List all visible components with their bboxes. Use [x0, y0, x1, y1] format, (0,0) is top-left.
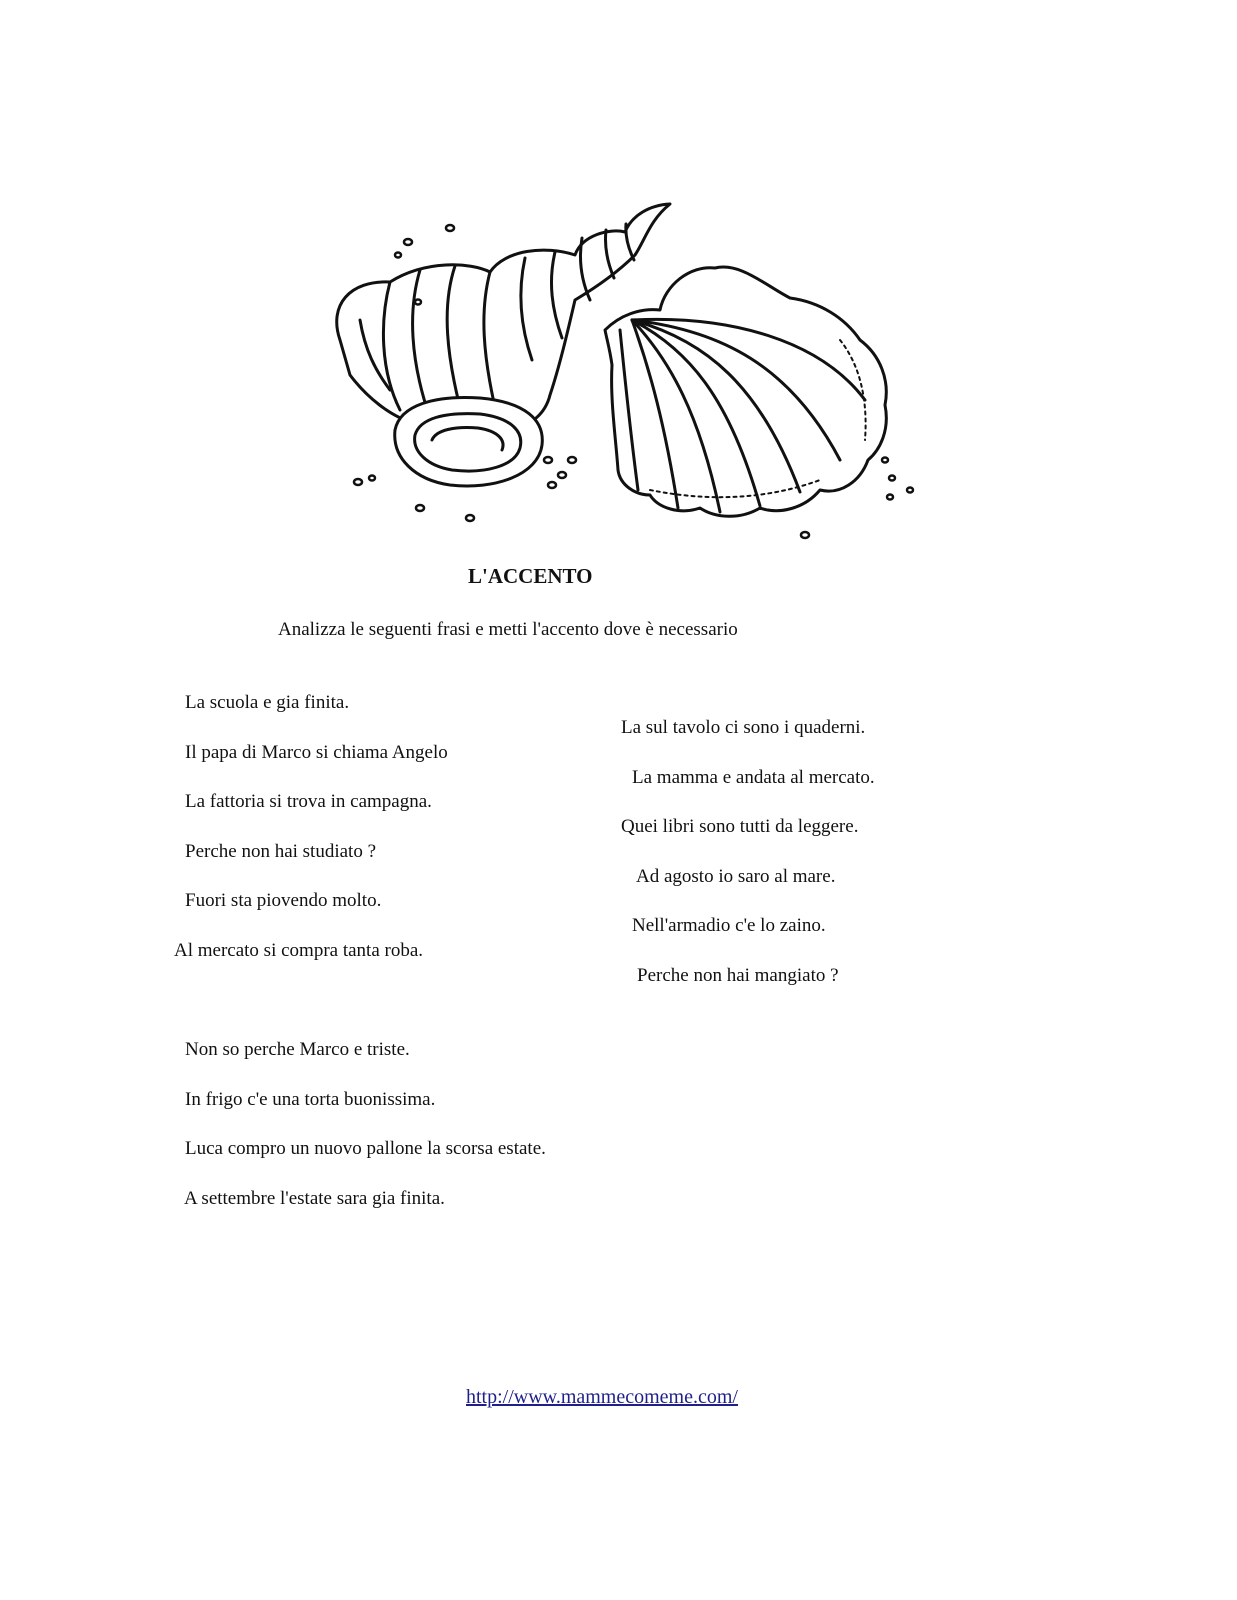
scallop-shell-icon: [605, 267, 886, 516]
sentence-right-1: La sul tavolo ci sono i quaderni.: [621, 717, 866, 738]
sentence-right-5: Nell'armadio c'e lo zaino.: [632, 915, 826, 936]
instruction-text: Analizza le seguenti frasi e metti l'accento dove è necessario: [278, 619, 738, 640]
sentence-bottom-1: Non so perche Marco e triste.: [185, 1039, 410, 1060]
sentence-left-2: Il papa di Marco si chiama Angelo: [185, 742, 448, 763]
sentence-left-5: Fuori sta piovendo molto.: [185, 890, 382, 911]
sentence-bottom-4: A settembre l'estate sara gia finita.: [184, 1188, 445, 1209]
sentence-right-6: Perche non hai mangiato ?: [637, 965, 839, 986]
sentence-right-4: Ad agosto io saro al mare.: [636, 866, 836, 887]
sentence-left-4: Perche non hai studiato ?: [185, 841, 377, 862]
page-title: L'ACCENTO: [468, 564, 593, 588]
sentence-right-2: La mamma e andata al mercato.: [632, 767, 875, 788]
sentence-bottom-2: In frigo c'e una torta buonissima.: [185, 1089, 436, 1110]
sentence-bottom-3: Luca compro un nuovo pallone la scorsa estate.: [185, 1138, 546, 1159]
footer-link[interactable]: http://www.mammecomeme.com/: [466, 1386, 738, 1408]
sentence-left-1: La scuola e gia finita.: [185, 692, 350, 713]
sentence-right-3: Quei libri sono tutti da leggere.: [621, 816, 859, 837]
seashells-illustration: [320, 190, 930, 550]
sentence-left-3: La fattoria si trova in campagna.: [185, 791, 432, 812]
sentence-left-6: Al mercato si compra tanta roba.: [174, 940, 424, 961]
